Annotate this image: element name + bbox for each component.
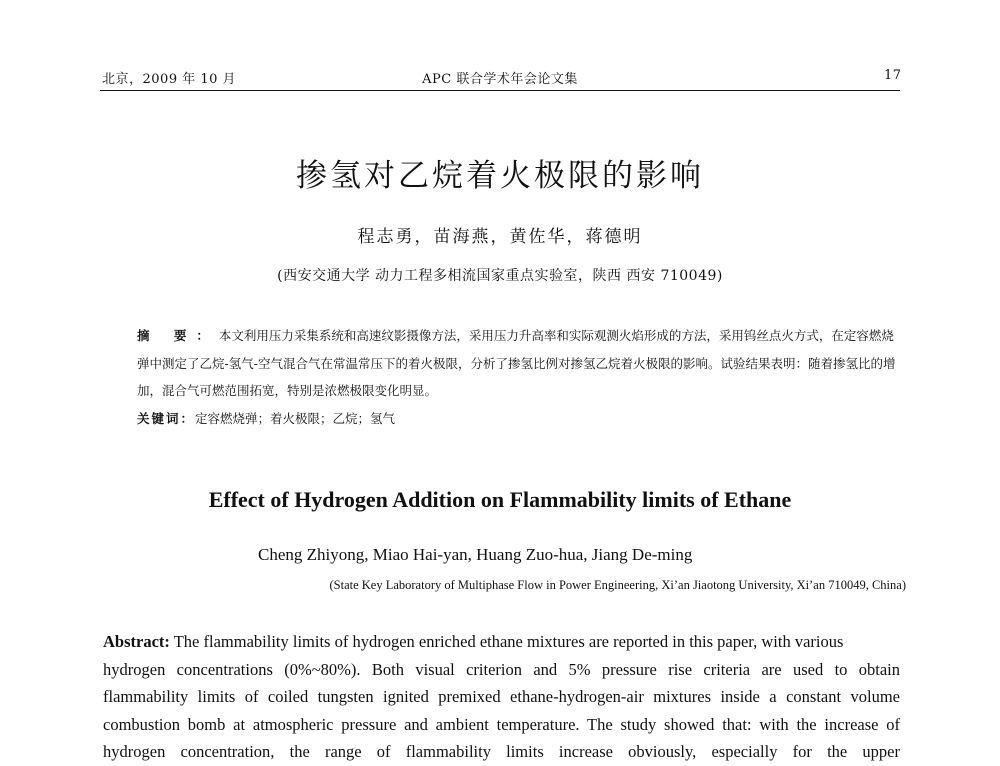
- english-abstract-line: flammability limits of coiled tungsten ignited premixed ethane-hydrogen-air mixtures inside a constant volume: [103, 687, 900, 706]
- header-rule: [100, 90, 900, 91]
- chinese-keywords: [103, 405, 903, 433]
- chinese-abstract-text: 本文利用压力采集系统和高速纹影摄像方法，采用压力升高率和实际观测火焰形成的方法，采用钨丝点火方式，在定容燃烧弹中测定了乙烷-氢气-空气混合气在常温常压下的着火极限，分析了掺氢比例对掺氢乙烷着火极限的影响。试验结果表明：随着掺氢比的增加，混合气可燃范围拓宽，特别是浓燃极限变化明显。: [137, 328, 896, 398]
- english-affiliation: (State Key Laboratory of Multiphase Flow in Power Engineering, Xi’an Jiaotong University, Xi’an 710049, China): [329, 578, 906, 592]
- running-header-left: 北京，2009 年 10 月: [102, 72, 237, 87]
- chinese-abstract-label: 摘 要：: [137, 328, 219, 343]
- running-header-title: APC 联合学术年会论文集: [422, 72, 578, 87]
- english-abstract-label: Abstract:: [103, 632, 170, 651]
- english-abstract-line: hydrogen concentration, the range of flammability limits increase obviously, especially for the upper: [103, 742, 900, 761]
- english-abstract-line: [103, 628, 900, 656]
- chinese-keywords-label: 关键词：: [137, 410, 196, 426]
- english-abstract-line: hydrogen concentrations (0%~80%). Both visual criterion and 5% pressure rise criteria are used to obtain: [103, 659, 900, 679]
- chinese-affiliation: (西安交通大学 动力工程多相流国家重点实验室，陕西 西安 710049): [277, 268, 723, 284]
- chinese-authors: 程志勇，苗海燕，黄佐华，蒋德明: [357, 227, 643, 247]
- chinese-keywords-text: 定容燃烧弹；着火极限；乙烷；氢气: [195, 410, 396, 426]
- english-authors: Cheng Zhiyong, Miao Hai-yan, Huang Zuo-hua, Jiang De-ming: [258, 545, 693, 564]
- english-abstract-text: The flammability limits of hydrogen enriched ethane mixtures are reported in this paper, with various: [169, 632, 844, 651]
- english-abstract: [103, 628, 900, 766]
- page-number: 17: [884, 68, 902, 83]
- english-abstract-line: combustion bomb at atmospheric pressure and ambient temperature. The study showed that: with the increase of: [103, 714, 900, 734]
- chinese-abstract: [103, 322, 903, 432]
- english-title: Effect of Hydrogen Addition on Flammability limits of Ethane: [208, 487, 792, 512]
- chinese-title: 掺氢对乙烷着火极限的影响: [296, 158, 704, 194]
- chinese-abstract-paragraph: [103, 322, 903, 405]
